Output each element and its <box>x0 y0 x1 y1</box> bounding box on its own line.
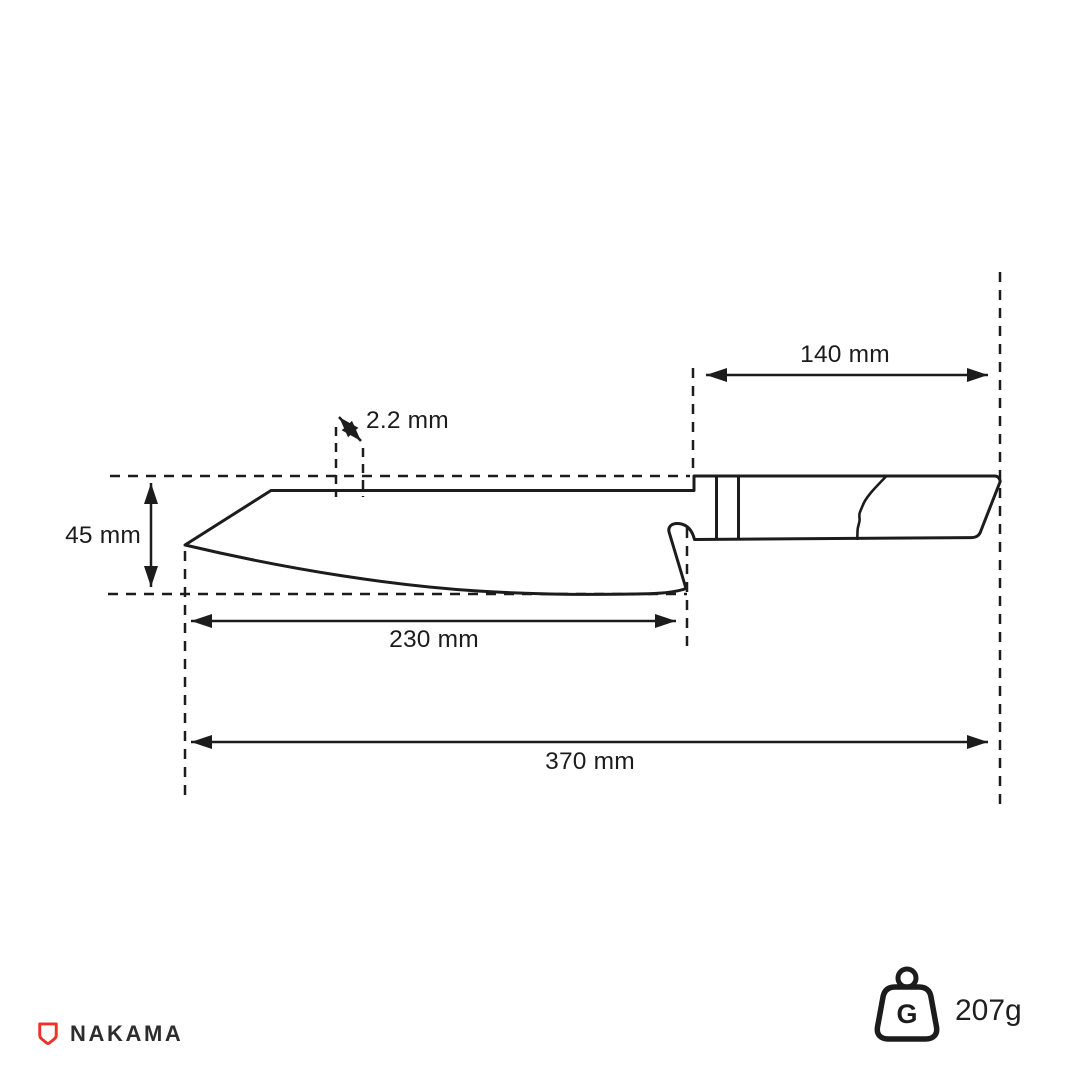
knife-outline <box>185 476 1000 594</box>
weight-value: 207g <box>955 994 1022 1027</box>
handle-length-label: 140 mm <box>800 340 890 368</box>
brand-logo <box>37 1021 183 1047</box>
blade-height-label: 45 mm <box>65 521 141 549</box>
weight-icon-letter: G <box>896 999 918 1029</box>
weight-spec <box>872 964 1022 1044</box>
total-length-label: 370 mm <box>545 747 635 775</box>
spine-thickness-arrow <box>339 417 361 441</box>
knife-profile <box>185 476 1000 594</box>
shield-icon <box>37 1021 59 1047</box>
weight-icon <box>872 964 942 1044</box>
spine-thickness-label: 2.2 mm <box>366 406 449 434</box>
blade-length-label: 230 mm <box>389 625 479 653</box>
brand-name: NAKAMA <box>70 1021 184 1046</box>
